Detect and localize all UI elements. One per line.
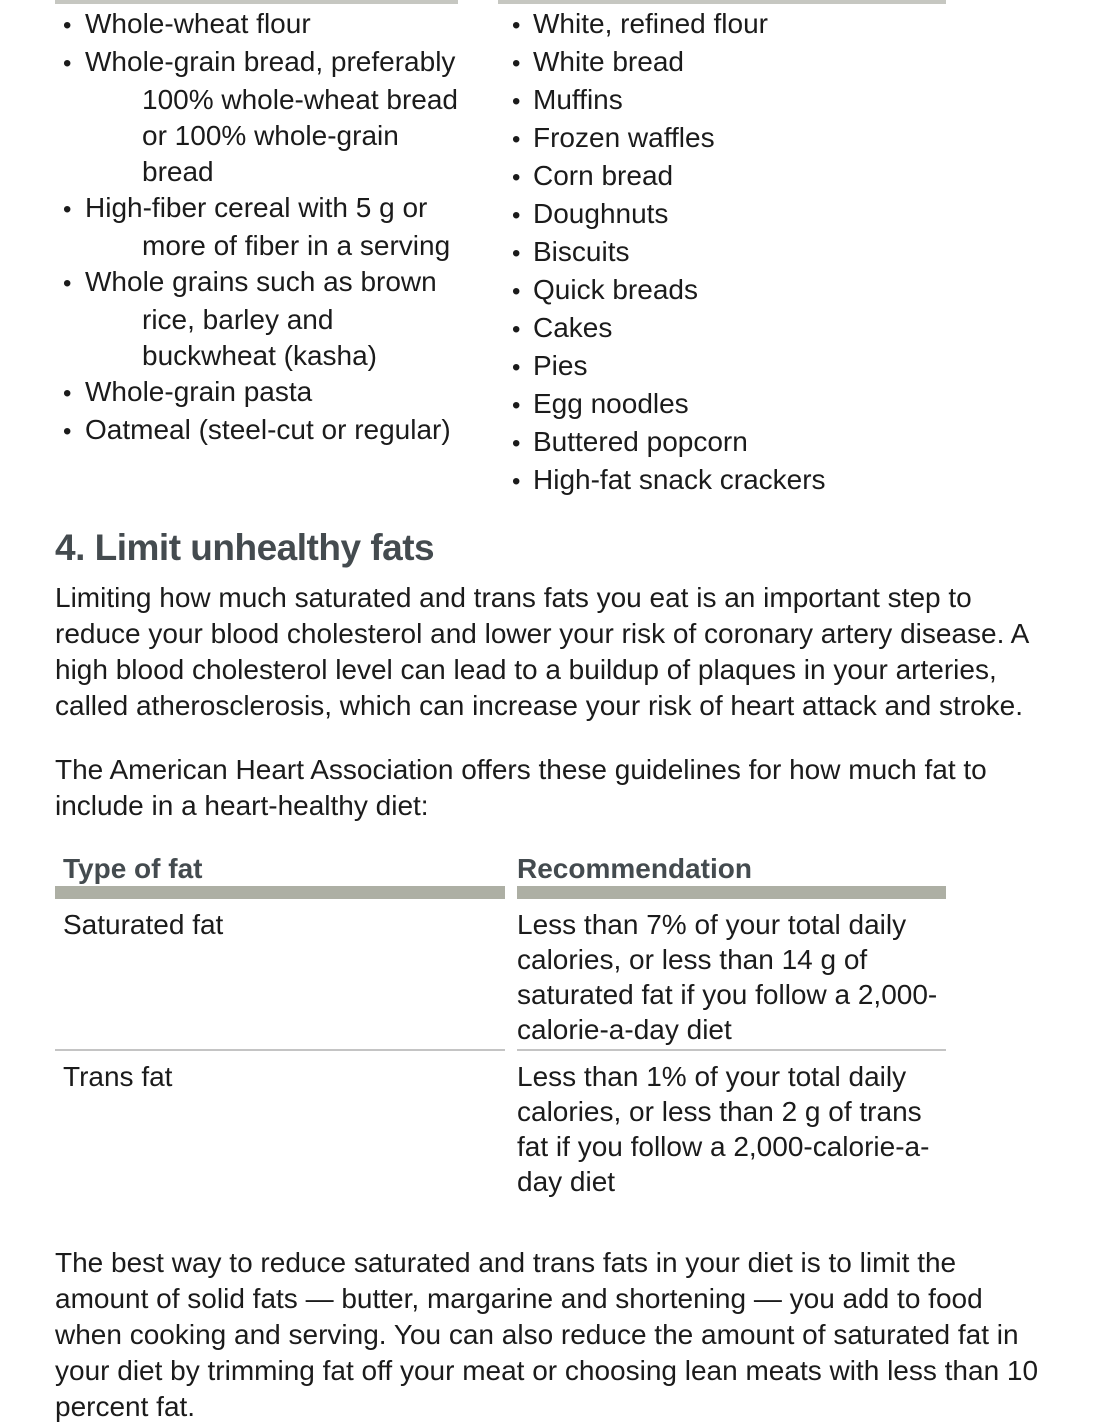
list-item (498, 462, 946, 500)
bullet-icon: • (512, 50, 521, 77)
list-item (498, 272, 946, 310)
list-item-text: Egg noodles (533, 388, 689, 419)
list-item-text: Biscuits (533, 236, 630, 267)
bullet-icon: • (512, 468, 521, 495)
table-cell-saturated-fat: Saturated fat (55, 899, 505, 1051)
list-item (55, 264, 458, 374)
food-comparison-table (55, 0, 946, 500)
section-heading: 4. Limit unhealthy fats (55, 527, 435, 568)
foods-to-avoid-column (498, 0, 946, 500)
bullet-icon: • (512, 12, 521, 39)
bullet-icon: • (512, 202, 521, 229)
list-item (55, 6, 458, 44)
list-item-text: Quick breads (533, 274, 698, 305)
list-item-text-continuation: bread (142, 156, 214, 187)
bullet-icon: • (63, 380, 72, 407)
list-item (498, 158, 946, 196)
list-item-text-continuation: buckwheat (kasha) (142, 340, 378, 371)
list-item (498, 44, 946, 82)
list-item-text: Oatmeal (steel-cut or regular) (85, 414, 451, 445)
list-item (498, 310, 946, 348)
closing-paragraph: The best way to reduce saturated and trans fats in your diet is to limit the amount of solid fats — butter, margarine and shortening — you add to food when cooking and serving. You can also reduce the amount of saturated fat in your diet by trimming fat off your meat or choosing lean meats with less than 10 percent fat. (55, 1247, 1039, 1422)
list-item (498, 196, 946, 234)
bullet-icon: • (512, 430, 521, 457)
bullet-icon: • (512, 88, 521, 115)
list-item (498, 6, 946, 44)
bullet-icon: • (512, 316, 521, 343)
list-item-text-continuation: 100% whole-wheat bread (142, 84, 458, 115)
intro-paragraph: Limiting how much saturated and trans fats you eat is an important step to reduce your blood cholesterol and lower your risk of coronary artery disease. A high blood cholesterol level can lead to a buildup of plaques in your arteries, called atherosclerosis, which can increase your risk of heart attack and stroke. (55, 582, 1028, 721)
aha-guidelines-paragraph: The American Heart Association offers these guidelines for how much fat to include in a heart-healthy diet: (55, 754, 987, 821)
foods-to-choose-column (55, 0, 458, 500)
table-cell-trans-fat: Trans fat (63, 1061, 173, 1092)
list-item-text: Pies (533, 350, 588, 381)
table-cell-trans-fat-recommendation: Less than 1% of your total daily calories, or less than 2 g of trans fat if you follow a 2,000-calorie-a-day diet (517, 1061, 930, 1197)
list-item-text: Muffins (533, 84, 623, 115)
bullet-icon: • (512, 164, 521, 191)
column-header-recommendation: Recommendation (517, 852, 946, 899)
bullet-icon: • (512, 354, 521, 381)
list-item-text-continuation: more of fiber in a serving (142, 230, 451, 261)
bullet-icon: • (512, 240, 521, 267)
list-item-text: Buttered popcorn (533, 426, 748, 457)
list-item (498, 348, 946, 386)
list-item-text: Cakes (533, 312, 613, 343)
list-item-text: White bread (533, 46, 684, 77)
list-item-text-continuation: or 100% whole-grain (142, 120, 399, 151)
list-item (55, 374, 458, 412)
list-item-text: Whole-grain pasta (85, 376, 313, 407)
list-item (55, 412, 458, 450)
list-item (498, 82, 946, 120)
bullet-icon: • (63, 50, 72, 77)
list-item (498, 120, 946, 158)
list-item (498, 386, 946, 424)
list-item-text: Whole-wheat flour (85, 8, 311, 39)
list-item (498, 234, 946, 272)
list-item (498, 424, 946, 462)
list-item-text: Whole grains such as brown (85, 266, 437, 297)
list-item (55, 44, 458, 190)
list-item-text: Frozen waffles (533, 122, 715, 153)
bullet-icon: • (63, 196, 72, 223)
bullet-icon: • (512, 126, 521, 153)
table-cell-saturated-fat-recommendation: Less than 7% of your total daily calories, or less than 14 g of saturated fat if you follow a 2,000-calorie-a-day diet (517, 899, 946, 1051)
list-item-text-continuation: rice, barley and (142, 304, 334, 335)
list-item-text: Corn bread (533, 160, 674, 191)
list-item-text: White, refined flour (533, 8, 768, 39)
list-item-text: High-fiber cereal with 5 g or (85, 192, 428, 223)
list-item-text: High-fat snack crackers (533, 464, 826, 495)
column-header-type-of-fat: Type of fat (55, 852, 505, 899)
bullet-icon: • (63, 418, 72, 445)
list-item-text: Doughnuts (533, 198, 669, 229)
list-item-text: Whole-grain bread, preferably (85, 46, 456, 77)
fat-guidelines-table (55, 852, 946, 1199)
list-item (55, 190, 458, 264)
bullet-icon: • (512, 278, 521, 305)
bullet-icon: • (63, 12, 72, 39)
bullet-icon: • (63, 270, 72, 297)
bullet-icon: • (512, 392, 521, 419)
